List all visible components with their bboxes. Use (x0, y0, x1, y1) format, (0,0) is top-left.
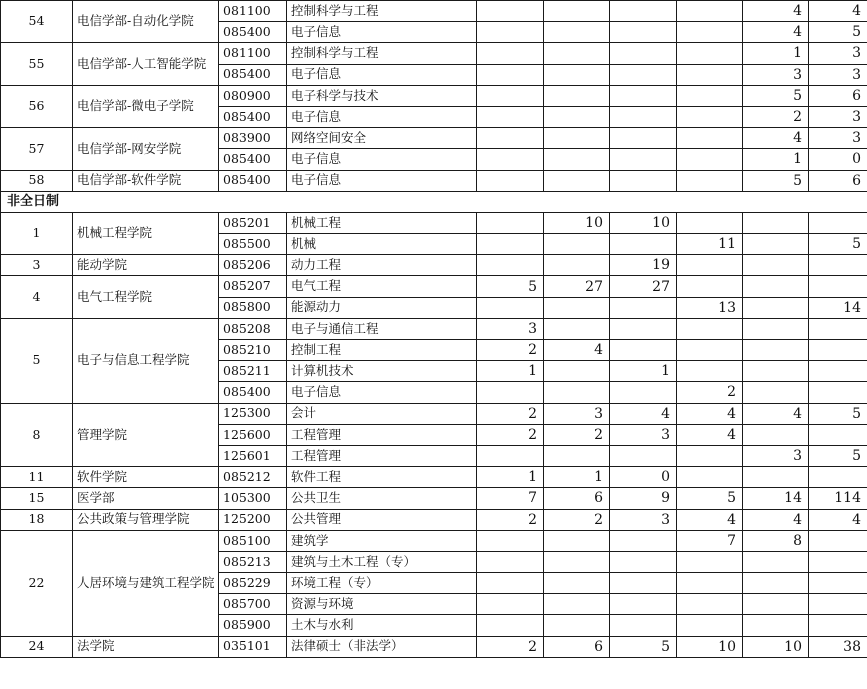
major-name-cell: 软件工程 (287, 467, 477, 488)
major-name-cell: 电子信息 (287, 170, 477, 191)
major-code-cell: 085400 (219, 149, 287, 170)
count-cell (544, 255, 610, 276)
major-code-cell: 085800 (219, 297, 287, 318)
count-cell (610, 551, 677, 572)
major-code-cell: 085207 (219, 276, 287, 297)
count-cell: 4 (610, 403, 677, 424)
count-cell: 2 (477, 424, 544, 445)
major-code-cell: 125601 (219, 445, 287, 466)
count-cell (477, 149, 544, 170)
count-cell (743, 297, 809, 318)
count-cell: 14 (809, 297, 867, 318)
row-number-cell: 57 (1, 128, 73, 170)
count-cell: 3 (544, 403, 610, 424)
count-cell (544, 318, 610, 339)
count-cell (610, 573, 677, 594)
count-cell (809, 573, 867, 594)
count-cell (610, 382, 677, 403)
count-cell (677, 212, 743, 233)
count-cell: 4 (809, 1, 867, 22)
table-row (1, 276, 867, 297)
major-code-cell: 085212 (219, 467, 287, 488)
count-cell (477, 594, 544, 615)
count-cell (610, 43, 677, 64)
row-number-cell: 8 (1, 403, 73, 467)
count-cell (809, 615, 867, 636)
college-cell: 人居环境与建筑工程学院 (73, 530, 219, 636)
major-name-cell: 会计 (287, 403, 477, 424)
count-cell: 6 (544, 488, 610, 509)
count-cell (610, 149, 677, 170)
count-cell (477, 64, 544, 85)
count-cell: 6 (809, 170, 867, 191)
row-number-cell: 18 (1, 509, 73, 530)
count-cell (544, 170, 610, 191)
count-cell: 7 (477, 488, 544, 509)
major-name-cell: 建筑与土木工程（专） (287, 551, 477, 572)
major-code-cell: 085400 (219, 106, 287, 127)
count-cell (477, 170, 544, 191)
table-row (1, 403, 867, 424)
count-cell (544, 149, 610, 170)
count-cell: 0 (809, 149, 867, 170)
major-code-cell: 083900 (219, 128, 287, 149)
count-cell: 10 (544, 212, 610, 233)
count-cell: 6 (544, 636, 610, 657)
major-name-cell: 电子信息 (287, 382, 477, 403)
row-number-cell: 58 (1, 170, 73, 191)
count-cell (544, 361, 610, 382)
count-cell (677, 64, 743, 85)
count-cell (610, 445, 677, 466)
count-cell: 2 (544, 424, 610, 445)
major-name-cell: 公共管理 (287, 509, 477, 530)
count-cell (677, 255, 743, 276)
count-cell: 4 (809, 509, 867, 530)
count-cell (677, 43, 743, 64)
count-cell (544, 297, 610, 318)
count-cell (610, 297, 677, 318)
table-row (1, 212, 867, 233)
major-code-cell: 085400 (219, 382, 287, 403)
count-cell (610, 106, 677, 127)
row-number-cell: 22 (1, 530, 73, 636)
college-cell: 电子与信息工程学院 (73, 318, 219, 403)
major-name-cell: 能源动力 (287, 297, 477, 318)
table-row (1, 530, 867, 551)
count-cell (610, 615, 677, 636)
count-cell (677, 445, 743, 466)
count-cell (809, 255, 867, 276)
count-cell: 2 (477, 509, 544, 530)
major-name-cell: 工程管理 (287, 445, 477, 466)
major-code-cell: 085208 (219, 318, 287, 339)
count-cell (677, 106, 743, 127)
count-cell (677, 149, 743, 170)
count-cell (743, 615, 809, 636)
major-code-cell: 125300 (219, 403, 287, 424)
major-name-cell: 计算机技术 (287, 361, 477, 382)
count-cell (610, 170, 677, 191)
count-cell (809, 594, 867, 615)
count-cell: 7 (677, 530, 743, 551)
major-code-cell: 080900 (219, 85, 287, 106)
count-cell (610, 1, 677, 22)
college-cell: 电信学部-软件学院 (73, 170, 219, 191)
major-name-cell: 工程管理 (287, 424, 477, 445)
count-cell (610, 530, 677, 551)
table-row (1, 170, 867, 191)
major-name-cell: 电子与通信工程 (287, 318, 477, 339)
count-cell: 5 (809, 22, 867, 43)
count-cell: 27 (610, 276, 677, 297)
count-cell (477, 1, 544, 22)
count-cell (544, 64, 610, 85)
count-cell (610, 128, 677, 149)
college-cell: 公共政策与管理学院 (73, 509, 219, 530)
count-cell: 1 (743, 149, 809, 170)
college-cell: 电信学部-人工智能学院 (73, 43, 219, 85)
major-code-cell: 105300 (219, 488, 287, 509)
major-name-cell: 电子信息 (287, 106, 477, 127)
major-code-cell: 085201 (219, 212, 287, 233)
count-cell: 3 (809, 106, 867, 127)
count-cell: 4 (677, 509, 743, 530)
major-code-cell: 081100 (219, 43, 287, 64)
count-cell: 2 (477, 340, 544, 361)
count-cell (477, 530, 544, 551)
college-cell: 能动学院 (73, 255, 219, 276)
college-cell: 电信学部-自动化学院 (73, 1, 219, 43)
major-name-cell: 建筑学 (287, 530, 477, 551)
count-cell (544, 551, 610, 572)
count-cell (743, 318, 809, 339)
major-name-cell: 公共卫生 (287, 488, 477, 509)
count-cell: 5 (809, 234, 867, 255)
count-cell: 1 (477, 361, 544, 382)
major-name-cell: 法律硕士（非法学） (287, 636, 477, 657)
count-cell: 38 (809, 636, 867, 657)
row-number-cell: 24 (1, 636, 73, 657)
major-code-cell: 085400 (219, 22, 287, 43)
count-cell (544, 43, 610, 64)
row-number-cell: 5 (1, 318, 73, 403)
count-cell (477, 106, 544, 127)
count-cell (477, 43, 544, 64)
count-cell: 1 (610, 361, 677, 382)
count-cell (677, 594, 743, 615)
count-cell (677, 615, 743, 636)
major-code-cell: 085900 (219, 615, 287, 636)
count-cell (743, 234, 809, 255)
table-row (1, 1, 867, 22)
count-cell (677, 1, 743, 22)
row-number-cell: 56 (1, 85, 73, 127)
table-row (1, 636, 867, 657)
major-code-cell: 085229 (219, 573, 287, 594)
major-code-cell: 085500 (219, 234, 287, 255)
table-body (1, 1, 867, 658)
count-cell: 0 (610, 467, 677, 488)
major-code-cell: 085213 (219, 551, 287, 572)
count-cell: 8 (743, 530, 809, 551)
college-cell: 电气工程学院 (73, 276, 219, 318)
count-cell (544, 85, 610, 106)
count-cell (677, 318, 743, 339)
table-row (1, 509, 867, 530)
count-cell (809, 340, 867, 361)
major-name-cell: 机械工程 (287, 212, 477, 233)
major-code-cell: 085400 (219, 170, 287, 191)
count-cell (610, 64, 677, 85)
count-cell (610, 318, 677, 339)
table-row (1, 467, 867, 488)
count-cell: 2 (677, 382, 743, 403)
count-cell: 2 (544, 509, 610, 530)
count-cell (677, 551, 743, 572)
count-cell (544, 128, 610, 149)
count-cell (677, 22, 743, 43)
count-cell: 4 (743, 128, 809, 149)
count-cell: 1 (743, 43, 809, 64)
major-code-cell: 085700 (219, 594, 287, 615)
college-cell: 医学部 (73, 488, 219, 509)
count-cell: 10 (743, 636, 809, 657)
count-cell (809, 276, 867, 297)
row-number-cell: 1 (1, 212, 73, 254)
major-name-cell: 电子信息 (287, 64, 477, 85)
count-cell (477, 297, 544, 318)
count-cell: 3 (743, 445, 809, 466)
row-number-cell: 15 (1, 488, 73, 509)
count-cell: 4 (743, 509, 809, 530)
count-cell (743, 424, 809, 445)
count-cell (544, 594, 610, 615)
college-cell: 法学院 (73, 636, 219, 657)
count-cell: 5 (477, 276, 544, 297)
count-cell: 2 (477, 636, 544, 657)
count-cell: 3 (477, 318, 544, 339)
count-cell (677, 170, 743, 191)
count-cell: 2 (477, 403, 544, 424)
count-cell: 3 (743, 64, 809, 85)
count-cell (477, 128, 544, 149)
count-cell (610, 85, 677, 106)
count-cell: 10 (610, 212, 677, 233)
count-cell: 5 (809, 403, 867, 424)
count-cell: 4 (743, 22, 809, 43)
major-name-cell: 电子信息 (287, 149, 477, 170)
major-name-cell: 控制科学与工程 (287, 1, 477, 22)
count-cell (544, 234, 610, 255)
count-cell: 5 (610, 636, 677, 657)
count-cell: 4 (677, 403, 743, 424)
table-row (1, 128, 867, 149)
count-cell (544, 22, 610, 43)
count-cell (743, 276, 809, 297)
count-cell (809, 361, 867, 382)
count-cell: 4 (544, 340, 610, 361)
major-code-cell: 125200 (219, 509, 287, 530)
count-cell: 5 (743, 170, 809, 191)
count-cell (743, 551, 809, 572)
count-cell (477, 551, 544, 572)
count-cell (743, 594, 809, 615)
count-cell (544, 106, 610, 127)
count-cell (477, 255, 544, 276)
table-row (1, 255, 867, 276)
count-cell: 3 (809, 43, 867, 64)
count-cell: 4 (743, 403, 809, 424)
count-cell: 6 (809, 85, 867, 106)
count-cell: 1 (477, 467, 544, 488)
count-cell (677, 573, 743, 594)
count-cell (477, 573, 544, 594)
count-cell: 5 (677, 488, 743, 509)
college-cell: 机械工程学院 (73, 212, 219, 254)
count-cell: 5 (809, 445, 867, 466)
count-cell (743, 382, 809, 403)
count-cell (477, 234, 544, 255)
major-code-cell: 085210 (219, 340, 287, 361)
count-cell: 3 (610, 424, 677, 445)
count-cell (677, 340, 743, 361)
count-cell: 19 (610, 255, 677, 276)
count-cell: 4 (743, 1, 809, 22)
row-number-cell: 54 (1, 1, 73, 43)
row-number-cell: 3 (1, 255, 73, 276)
count-cell (743, 467, 809, 488)
count-cell: 27 (544, 276, 610, 297)
count-cell (809, 551, 867, 572)
count-cell (544, 1, 610, 22)
major-name-cell: 电子信息 (287, 22, 477, 43)
count-cell (809, 212, 867, 233)
table-row (1, 43, 867, 64)
major-name-cell: 资源与环境 (287, 594, 477, 615)
table-row (1, 488, 867, 509)
count-cell: 4 (677, 424, 743, 445)
major-name-cell: 网络空间安全 (287, 128, 477, 149)
count-cell (477, 382, 544, 403)
major-name-cell: 电子科学与技术 (287, 85, 477, 106)
count-cell (544, 573, 610, 594)
count-cell: 10 (677, 636, 743, 657)
count-cell: 3 (809, 128, 867, 149)
count-cell: 13 (677, 297, 743, 318)
count-cell (610, 22, 677, 43)
major-name-cell: 机械 (287, 234, 477, 255)
count-cell (743, 361, 809, 382)
row-number-cell: 55 (1, 43, 73, 85)
table-row (1, 85, 867, 106)
count-cell (809, 318, 867, 339)
section-row (1, 191, 867, 212)
major-code-cell: 085211 (219, 361, 287, 382)
count-cell (743, 212, 809, 233)
major-code-cell: 085400 (219, 64, 287, 85)
major-code-cell: 125600 (219, 424, 287, 445)
count-cell (677, 85, 743, 106)
count-cell (544, 382, 610, 403)
major-name-cell: 电气工程 (287, 276, 477, 297)
count-cell: 14 (743, 488, 809, 509)
count-cell (610, 340, 677, 361)
count-cell: 2 (743, 106, 809, 127)
count-cell (610, 234, 677, 255)
college-cell: 电信学部-微电子学院 (73, 85, 219, 127)
count-cell (677, 128, 743, 149)
major-name-cell: 土木与水利 (287, 615, 477, 636)
count-cell (809, 382, 867, 403)
count-cell: 1 (544, 467, 610, 488)
major-name-cell: 控制科学与工程 (287, 43, 477, 64)
count-cell (477, 615, 544, 636)
count-cell: 11 (677, 234, 743, 255)
count-cell (477, 212, 544, 233)
count-cell (610, 594, 677, 615)
count-cell: 9 (610, 488, 677, 509)
count-cell (809, 530, 867, 551)
count-cell (809, 424, 867, 445)
count-cell (677, 276, 743, 297)
major-code-cell: 035101 (219, 636, 287, 657)
count-cell (743, 340, 809, 361)
count-cell (677, 467, 743, 488)
count-cell (743, 255, 809, 276)
count-cell: 5 (743, 85, 809, 106)
count-cell (544, 445, 610, 466)
row-number-cell: 11 (1, 467, 73, 488)
major-code-cell: 085100 (219, 530, 287, 551)
major-code-cell: 081100 (219, 1, 287, 22)
major-name-cell: 控制工程 (287, 340, 477, 361)
count-cell (477, 85, 544, 106)
college-cell: 电信学部-网安学院 (73, 128, 219, 170)
major-name-cell: 环境工程（专） (287, 573, 477, 594)
count-cell (809, 467, 867, 488)
count-cell (477, 445, 544, 466)
college-cell: 软件学院 (73, 467, 219, 488)
count-cell (677, 361, 743, 382)
count-cell: 3 (809, 64, 867, 85)
section-title: 非全日制 (1, 191, 867, 212)
major-code-cell: 085206 (219, 255, 287, 276)
college-cell: 管理学院 (73, 403, 219, 467)
count-cell (477, 22, 544, 43)
major-name-cell: 动力工程 (287, 255, 477, 276)
table-row (1, 318, 867, 339)
count-cell: 3 (610, 509, 677, 530)
count-cell (544, 615, 610, 636)
count-cell (743, 573, 809, 594)
count-cell: 114 (809, 488, 867, 509)
count-cell (544, 530, 610, 551)
row-number-cell: 4 (1, 276, 73, 318)
